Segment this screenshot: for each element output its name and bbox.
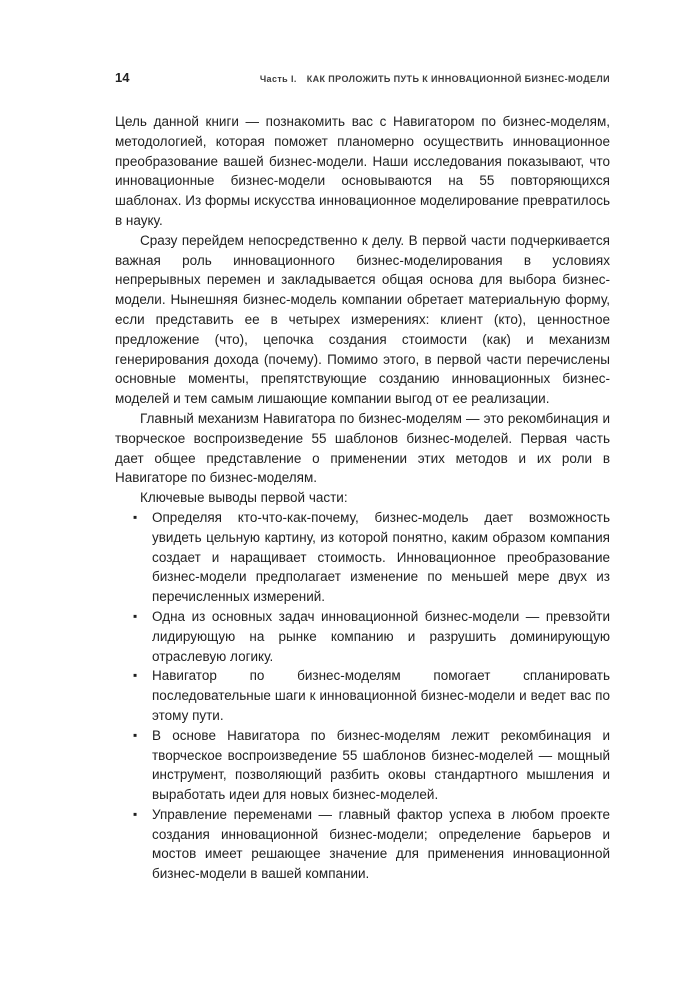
bullet-square-icon: ▪ [133, 509, 138, 524]
page-body [115, 112, 610, 884]
list-item [115, 726, 610, 805]
page-number: 14 [115, 70, 130, 85]
page-header [115, 70, 610, 85]
paragraph-key-takeaways-lead: Ключевые выводы первой части: [140, 490, 348, 506]
part-label: Часть I. [259, 74, 297, 84]
key-takeaways-list [115, 508, 610, 884]
paragraph-mechanism: Главный механизм Навигатора по бизнес-моделям — это рекомбинация и творческое воспроизведение 55 шаблонов бизнес-моделей. Первая часть дает общее представление о применении этих методов и их роли в Навигаторе по бизнес-моделям. [115, 410, 610, 486]
bullet-square-icon: ▪ [133, 727, 138, 742]
list-item [115, 508, 610, 607]
list-item [115, 805, 610, 884]
chapter-title: КАК ПРОЛОЖИТЬ ПУТЬ К ИННОВАЦИОННОЙ БИЗНЕС-МОДЕЛИ [306, 74, 610, 84]
list-item [115, 666, 610, 725]
bullet-square-icon: ▪ [133, 608, 138, 623]
list-item-text: Определяя кто-что-как-почему, бизнес-модель дает возможность увидеть цельную картину, из которой понятно, каким образом компания создает и наращивает стоимость. Инновационное преобразование бизнес-модели предполагает изменение по меньшей мере двух из перечисленных измерений. [152, 509, 610, 605]
paragraph-intro: Цель данной книги — познакомить вас с Навигатором по бизнес-моделям, методологией, которая поможет планомерно осуществить инновационное преобразование вашей бизнес-модели. Наши исследования показывают, что инновационные бизнес-модели основываются на 55 повторяющихся шаблонах. Из формы искусства инновационное моделирование превратилось в науку. [115, 114, 610, 228]
paragraph-overview: Сразу перейдем непосредственно к делу. В первой части подчеркивается важная роль инновационного бизнес-моделирования в условиях непрерывных перемен и закладывается общая основа для выбора бизнес-модели. Нынешняя бизнес-модель компании обретает материальную форму, если представить ее в четырех измерениях: клиент (кто), ценностное предложение (что), цепочка создания стоимости (как) и механизм генерирования дохода (почему). Помимо этого, в первой части перечислены основные моменты, препятствующие созданию инновационных бизнес-моделей и тем самым лишающие компании выгод от ее реализации. [115, 232, 610, 407]
list-item [115, 607, 610, 666]
bullet-square-icon: ▪ [133, 668, 138, 683]
bullet-square-icon: ▪ [133, 806, 138, 821]
running-head-title [260, 74, 610, 84]
list-item-text: Одна из основных задач инновационной бизнес-модели — превзойти лидирующую на рынке компанию и разрушить доминирующую отраслевую логику. [152, 608, 610, 664]
list-item-text: В основе Навигатора по бизнес-моделям лежит рекомбинация и творческое воспроизведение 55 шаблонов бизнес-моделей — мощный инструмент, позволяющий разбить оковы стандартного мышления и выработать идеи для новых бизнес-моделей. [152, 727, 610, 803]
list-item-text: Навигатор по бизнес-моделям помогает спланировать последовательные шаги к инновационной бизнес-модели и ведет вас по этому пути. [152, 668, 610, 723]
list-item-text: Управление переменами — главный фактор успеха в любом проекте создания инновационной бизнес-модели; определение барьеров и мостов имеет решающее значение для применения инновационной бизнес-модели в вашей компании. [152, 806, 610, 882]
